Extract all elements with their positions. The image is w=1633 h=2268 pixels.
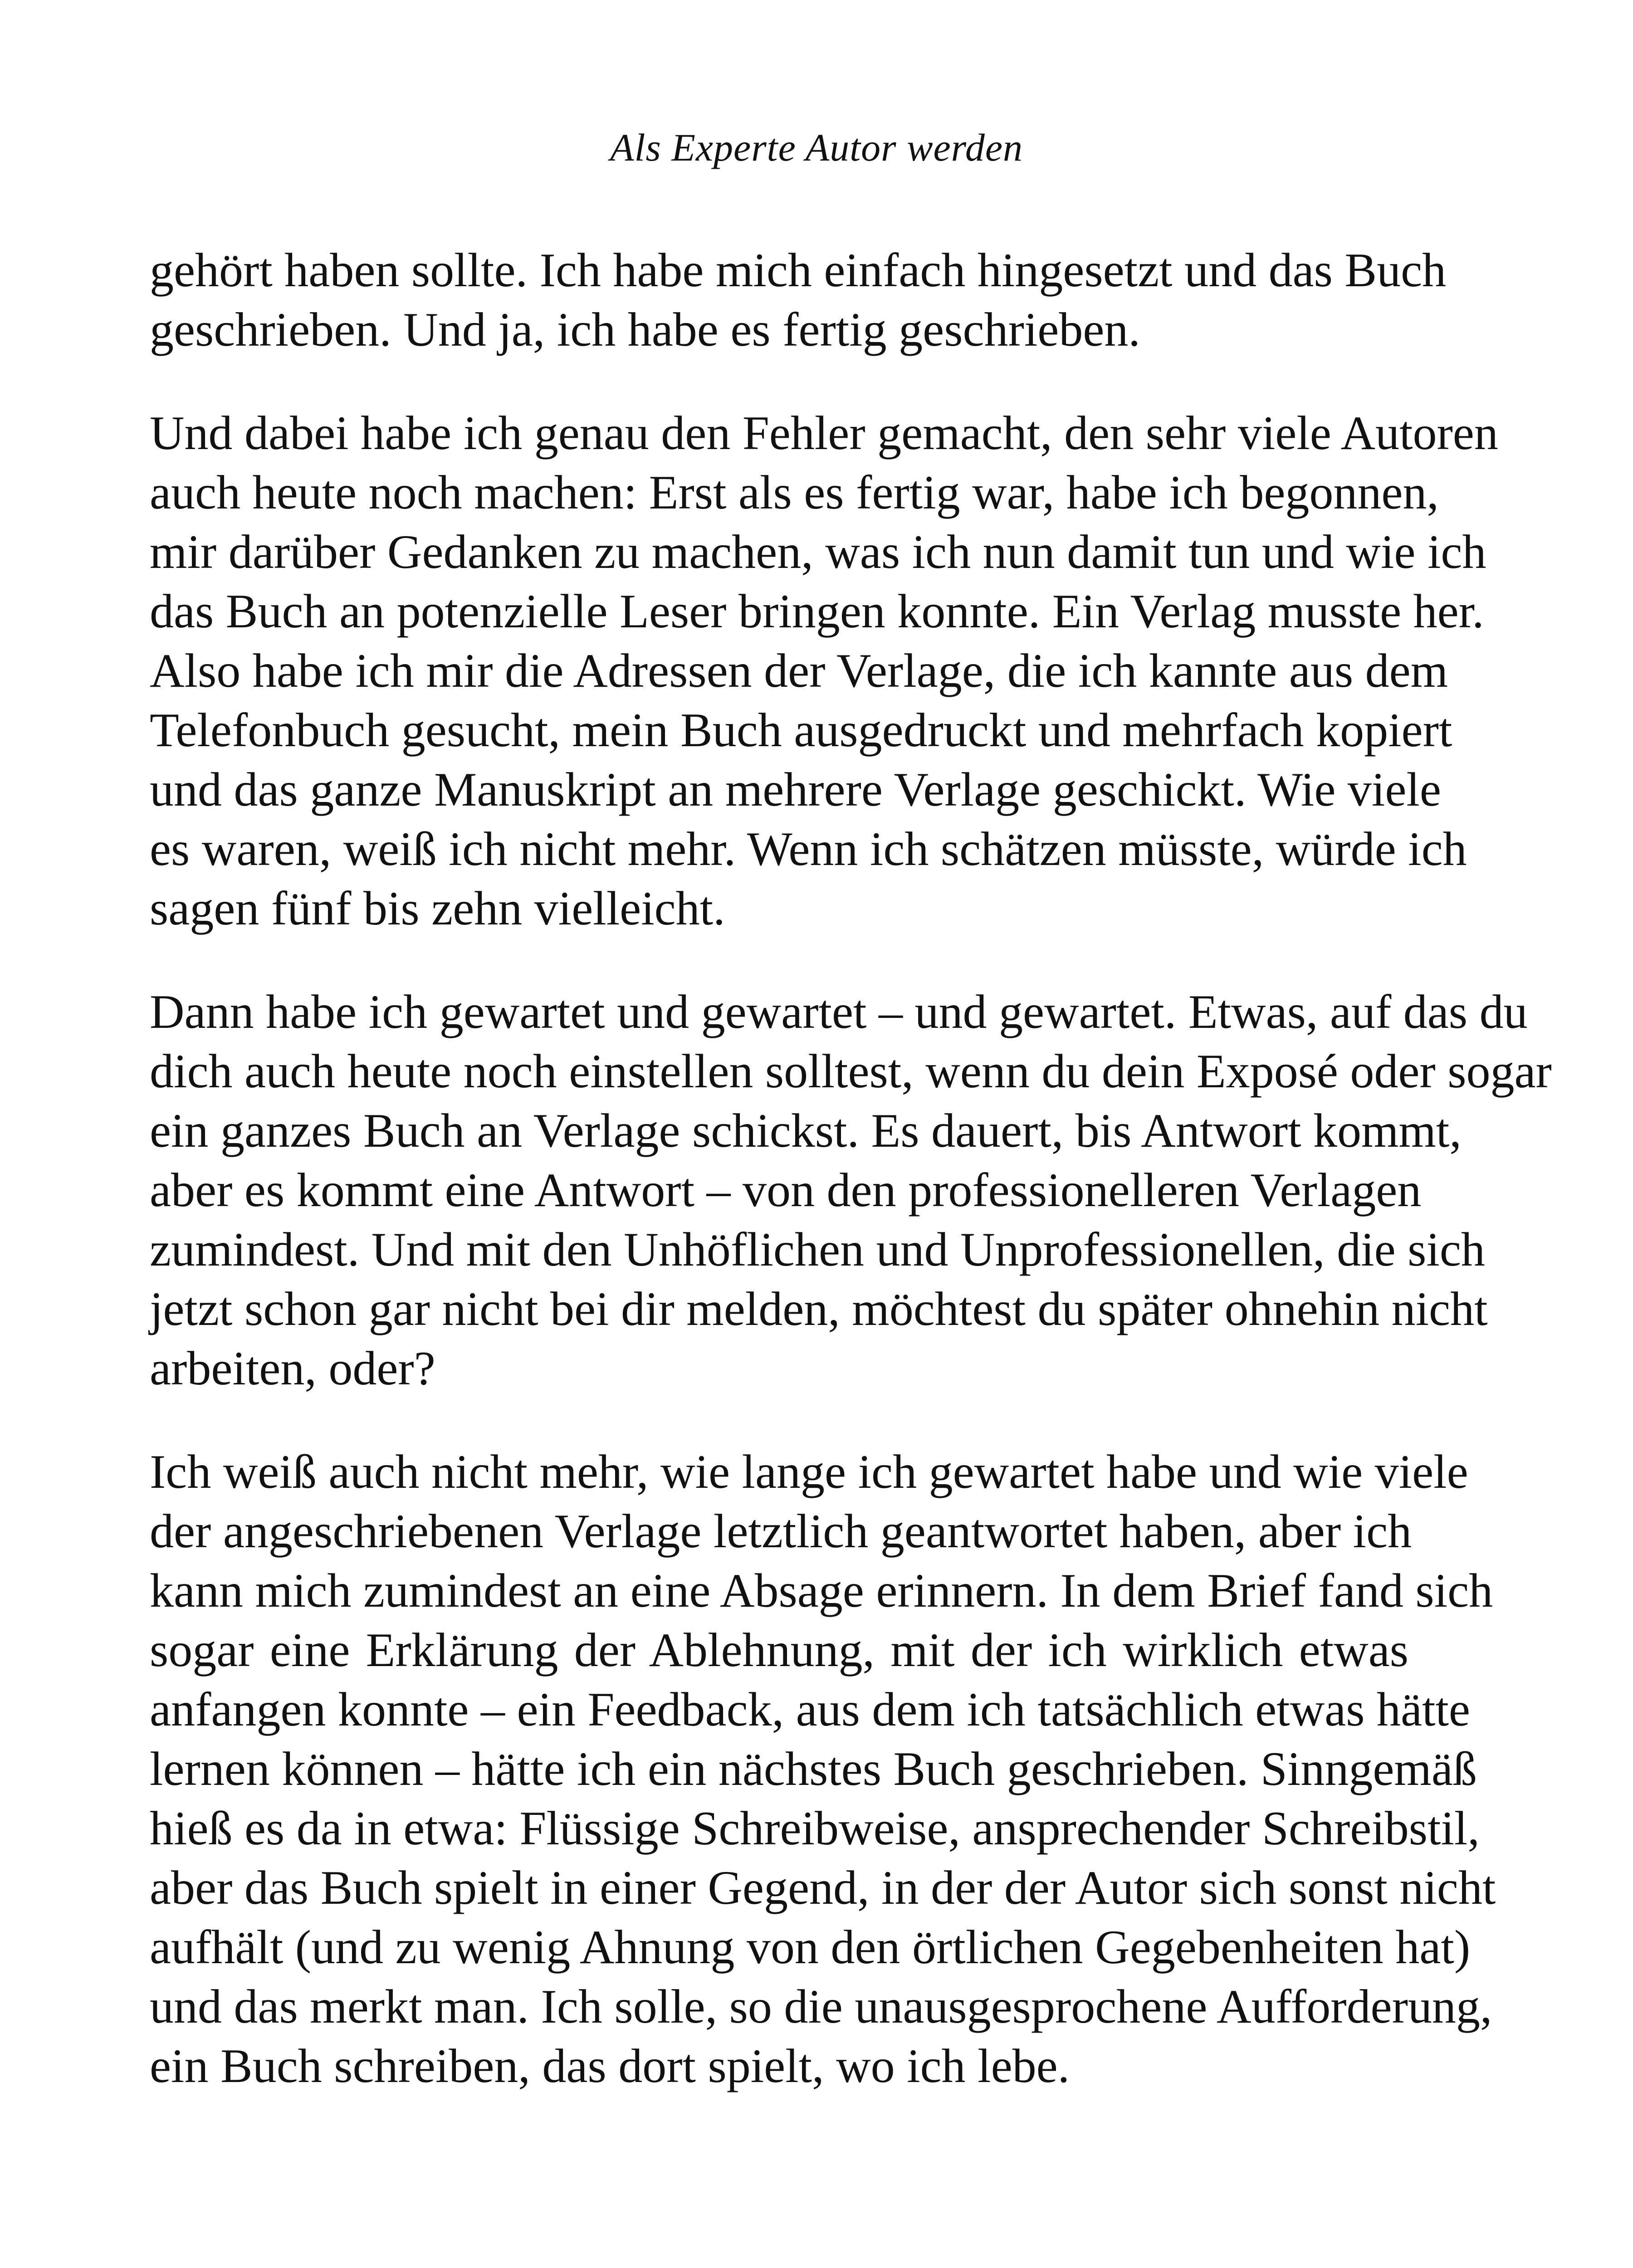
text-line: mir darüber Gedanken zu machen, was ich nun damit tun und wie ich (150, 525, 1486, 578)
running-header: Als Experte Autor werden (610, 126, 1023, 169)
text-line: auch heute noch machen: Erst als es fertig war, habe ich begonnen, (150, 466, 1439, 519)
text-line: ein Buch schreiben, das dort spielt, wo ich lebe. (150, 2039, 1070, 2092)
text-line: zumindest. Und mit den Unhöflichen und Unprofessionellen, die sich (150, 1223, 1485, 1276)
text-line: dich auch heute noch einstellen solltest, wenn du dein Exposé oder sogar (150, 1045, 1552, 1098)
text-line: der angeschriebenen Verlage letztlich geantwortet haben, aber ich (150, 1505, 1412, 1558)
text-line: sogar eine Erklärung der Ablehnung, mit der ich wirklich etwas (150, 1623, 1408, 1677)
paragraph-2 (150, 403, 1498, 938)
paragraph-1 (150, 240, 1447, 359)
text-line: sagen fünf bis zehn vielleicht. (150, 882, 725, 935)
text-line: lernen können – hätte ich ein nächstes Buch geschrieben. Sinngemäß (150, 1742, 1477, 1795)
text-line: Und dabei habe ich genau den Fehler gemacht, den sehr viele Autoren (150, 406, 1498, 459)
text-line: Also habe ich mir die Adressen der Verlage, die ich kannte aus dem (150, 644, 1448, 697)
text-line: arbeiten, oder? (150, 1342, 435, 1395)
text-line: aufhält (und zu wenig Ahnung von den örtlichen Gegebenheiten hat) (150, 1921, 1471, 1974)
text-line: und das merkt man. Ich solle, so die unausgesprochene Aufforderung, (150, 1980, 1492, 2033)
text-line: anfangen konnte – ein Feedback, aus dem ich tatsächlich etwas hätte (150, 1683, 1470, 1736)
text-line: gehört haben sollte. Ich habe mich einfach hingesetzt und das Buch (150, 244, 1447, 297)
text-line: Ich weiß auch nicht mehr, wie lange ich gewartet habe und wie viele (150, 1445, 1468, 1498)
text-line: jetzt schon gar nicht bei dir melden, möchtest du später ohnehin nicht (150, 1282, 1488, 1335)
text-line: kann mich zumindest an eine Absage erinnern. In dem Brief fand sich (150, 1564, 1493, 1617)
text-line: geschrieben. Und ja, ich habe es fertig geschrieben. (150, 303, 1140, 356)
paragraph-4 (150, 1442, 1496, 2096)
text-line: und das ganze Manuskript an mehrere Verlage geschickt. Wie viele (150, 763, 1441, 816)
body-text (150, 240, 1552, 2140)
text-line: hieß es da in etwa: Flüssige Schreibweise, ansprechender Schreibstil, (150, 1802, 1480, 1855)
text-line: ein ganzes Buch an Verlage schickst. Es dauert, bis Antwort kommt, (150, 1104, 1462, 1157)
text-line: das Buch an potenzielle Leser bringen konnte. Ein Verlag musste her. (150, 585, 1484, 638)
text-line: es waren, weiß ich nicht mehr. Wenn ich schätzen müsste, würde ich (150, 822, 1467, 875)
paragraph-3 (150, 982, 1552, 1398)
text-line: Dann habe ich gewartet und gewartet – und gewartet. Etwas, auf das du (150, 985, 1528, 1038)
text-line: aber das Buch spielt in einer Gegend, in der der Autor sich sonst nicht (150, 1861, 1496, 1914)
text-line: Telefonbuch gesucht, mein Buch ausgedruckt und mehrfach kopiert (150, 704, 1452, 757)
text-line: aber es kommt eine Antwort – von den professionelleren Verlagen (150, 1163, 1422, 1217)
